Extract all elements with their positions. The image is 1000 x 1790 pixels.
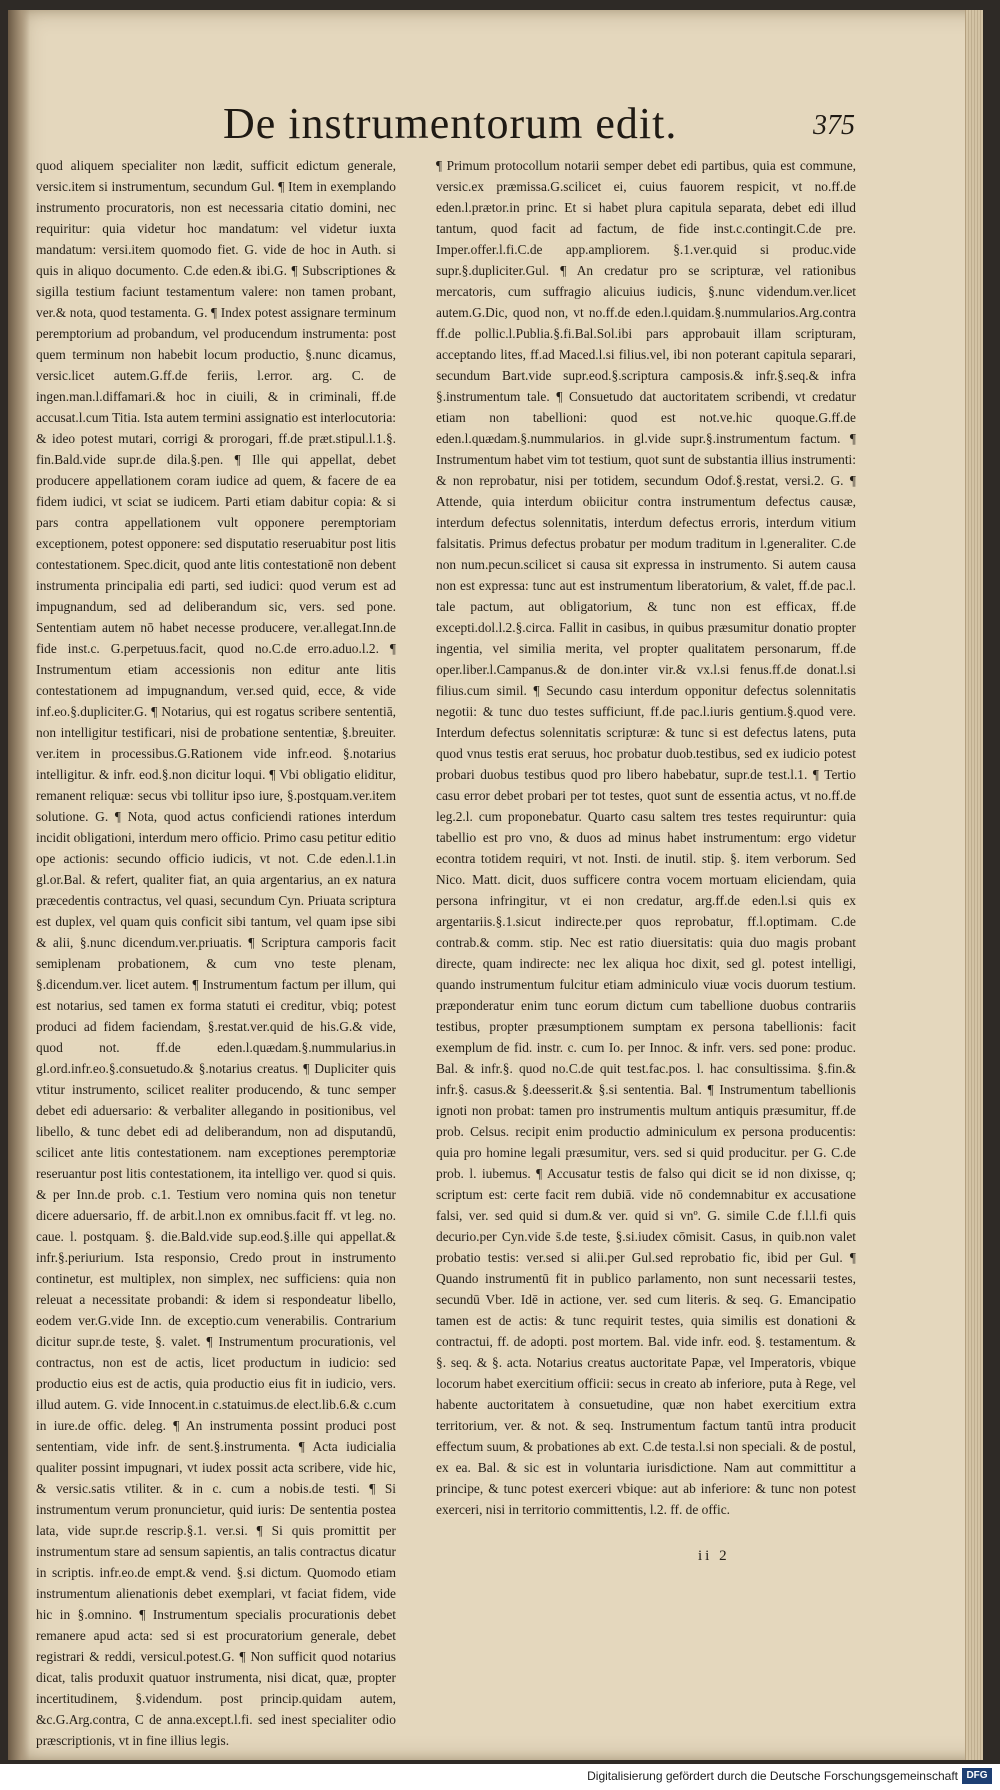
book-gutter	[8, 10, 30, 1760]
page-edges	[965, 10, 983, 1760]
left-column	[36, 155, 396, 1748]
right-column-text: ¶ Primum protocollum notarii semper debet edi partibus, quia est commune, versic.ex præmissa.G.scilicet ei, cuius fauorem respicit, vt no.ff.de eden.l.prætor.in princ. Et si habet plura capitula separata, debet edi illud tantum, quod facit ad factum, de fide inst.c.contingit.C.de pre. Imper.offer.l.fi.C.de app.ampliorem. §.1.ver.quid si produc.vide supr.§.dupliciter.Gul. ¶ An credatur pro se scripturæ, vel rationibus mercatoris, cum suffragio alicuius iudicis, §.nunc videndum.ver.licet autem.G.Dic, quod non, vt no.ff.de eden.l.quidam.§.nummularios.Arg.contra ff.de pollic.l.Publia.§.fi.Bal.Sol.ibi pars approbauit illam scripturam, acceptando lites, ff.ad Maced.l.si filius.vel, ibi non poterant capitula separari, secundum Bart.vide supr.eod.§.scriptura camposis.& infr.§.seq.& infra §.instrumentum tale. ¶ Consuetudo dat auctoritatem scribendi, vt credatur etiam non tabellioni: quod est not.ve.hic quoque.G.ff.de eden.l.quædam.§.nummularios. in gl.vide supr.§.instrumentum factum. ¶ Instrumentum habet vim tot testium, quot sunt de substantia illius instrumenti: & non reprobatur, nisi per totidem, secundum Odof.§.restat, versi.2. G. ¶ Attende, quia interdum obiicitur contra instrumentum defectus causæ, interdum defectus solennitatis, interdum defectus erroris, interdum vitium falsitatis. Primus defectus probatur per modum traditum in l.generaliter. C.de non num.pecun.scilicet si causa sit expressa in instrumento. Si autem causa non est expressa: tunc aut est instrumentum liberatorium, & valet, ff.de pac.l. tale pactum, aut obligatorium, & tunc non est efficax, ff.de excepti.dol.l.2.§.circa. Fallit in casibus, in quibus præsumitur donatio propter ingentia, vel similia merita, vel propter qualitatem personarum, ff.de oper.liber.l.Campanus.& de don.inter vir.& vx.l.si fenus.ff.de donat.l.si filius.cum simil. ¶ Secundo casu interdum opponitur defectus solennitatis negotii: & tunc duo testes sufficiunt, ff.de pac.l.iuris gentium.§.quod vere. Interdum defectus solennitatis scripturæ: & tunc si est defectus latens, puta quod vnus testis erat seruus, hoc probatur duob.testibus, sed ex iudicio potest probari duobus testibus quod pro libero habebatur, supr.de test.l.1. ¶ Tertio casu error debet probari per tot testes, quot sunt de essentia actus, vt no.ff.de leg.2.l. cum proponebatur. Quarto casu saltem tres testes requiruntur: quia tabellio est pro vno, & duos ad minus habet instrumentum: ergo videtur econtra totidem requiri, vt not. Insti. de inutil. stip. §. item verborum. Sed Nico. Matt. dicit, duos sufficere contra vocem mortuam eliciendam, quia persona infringitur, vt ei non credatur, arg.ff.de eden.l.si quis ex argentariis.§.1.sicut indirecte.per quos reprobatur, ff.l.optimam. C.de contrab.& comm. stip. Nec est ratio diuersitatis: quia duo magis probant directe, quam indirecte: nec lex aliqua hoc dixit, sed gl. potest intelligi, quando instrumentum fulcitur etiam adminiculo viuæ vocis duorum testium. præponderatur enim tunc eorum dictum cum tabellione duobus contrariis testibus, propter præsumptionem sumptam ex persona tabellionis: facit exemplum de fid. instr. c. cum Io. per Innoc. & infr. vers. sed pone: produc. Bal. & infr.§. quod no.C.de quit test.fac.pos. l. hac consultissima. §.fin.& infr.§. casus.& §.deesserit.& §.si sententia. Bal. ¶ Instrumentum tabellionis ignoti non probat: tamen pro instrumentis multum antiquis præsumitur, ff.de prob. Celsus. recipit enim productio adminiculum ex persona producentis: quia pro homine legali præsumitur, vers. sed si quid producitur. per G. C.de prob. l. iubemus. ¶ Accusatur testis de falso qui dicit se id non dixisse, q; scriptum est: certe facit rem dubiā. vide nō condemnabitur ex accusatione falsi, ver. sed quid si dum.& ver. quid si vnº. G. simile C.de f.l.l.fi quis decurio.per Cyn.vide s̄.de teste, §.si.iudex cōmisit. Casus, in quib.non valet probatio testis: ver.sed si alii.per Gul.sed reprobatio fic, ibid per Gul. ¶ Quando instrumentū fit in publico parlamento, non sunt necessarii testes, secundū Vber. Idē in actione, ver. sed cum literis. & seq. G. Emancipatio tamen est de actis: & tunc requirit testes, quia similis est donationi & contractui, ff. de adopti. post mortem. Bal. vide infr. eod. §. testamentum. & §. seq. & §. acta. Notarius creatus auctoritate Papæ, vel Imperatoris, vbique locorum habet exercitium officii: secus in creato ab inferiore, puta à Rege, vel habente auctoritatem à consuetudine, quæ non habet exercitium extra territorium, ver. & not. & seq. Instrumentum factum tantū intra producit effectum suum, & probationes ab ext. C.de testa.l.si non speciali. & de postul, ex ea. Bal. & sic est in voluntaria iurisdictione. Nam aut committitur a principe, & tunc potest exerceri vbique: aut ab inferiore: & tunc non potest exerceri, nisi in territorio committentis, l.2. ff. de offic.	[436, 158, 856, 1517]
page-header	[8, 88, 948, 158]
page-number: 375	[813, 110, 855, 141]
funding-credit: Digitalisierung gefördert durch die Deutsche Forschungsgemeinschaft	[587, 1769, 958, 1783]
signature-mark: ii 2	[698, 1548, 730, 1564]
left-column-text: quod aliquem specialiter non lædit, sufficit edictum generale, versic.item si instrumentum, secundum Gul. ¶ Item in exemplando instrumento procuratoris, non est necessaria citatio domini, nec requiritur: quia videtur hoc mandatum: vel videtur iuxta mandatum: versi.item quomodo fiet. G. vide de hoc in Auth. si quis in aliquo documento. C.de eden.& ibi.G. ¶ Subscriptiones & sigilla testium faciunt testamentum valere: non tamen probant, ver.& nota, quod testamenta. G. ¶ Index potest assignare terminum peremptorium ad probandum, vel producendum instrumenta: post quem terminum non habebit locum productio, §.nunc dicamus, versic.licet autem.G.ff.de feriis, l.error. arg. C. de ingen.man.l.diffamari.& hoc in ciuili, & in criminali, ff.de accusat.l.cum Titia. Ista autem termini assignatio est interlocutoria: & ideo potest mutari, corrigi & prorogari, ff.de præt.stipul.l.1.§. fin.Bald.vide supr.de dila.§.pen. ¶ Ille qui appellat, debet producere appellationem coram iudice ad quem, & facere de ea fidem iudici, vt sciat se iudicem. Parti etiam dabitur copia: & si pars contra appellationem vult opponere peremptoriam exceptionem, potest opponere: sed disputatio reseruabitur post litis contestationem. Spec.dicit, quod ante litis contestationē non debent instrumenta principalia edi parti, sed iudici: quod verum est ad impugnandum, sed ad deliberandum sic, vers. sed pone. Sententiam autem nō habet necesse producere, ver.allegat.Inn.de fide inst.c. G.perpetuus.facit, quod no.C.de erro.aduo.l.2. ¶ Instrumentum etiam accessionis non editur ante litis contestationem ad impugnandum, ver.sed quid, ecce, & vide inf.eo.§.dupliciter.G. ¶ Notarius, qui est rogatus scribere sententiā, non intelligitur testificari, nisi de probatione sententiæ, §.breuiter. ver.item in processibus.G.Rationem vide infr.eod. §.notarius intelligitur. & infr. eod.§.non dicitur loqui. ¶ Vbi obligatio eliditur, remanent reliquæ: secus vbi tollitur ipso iure, §.postquam.ver.item solutione. G. ¶ Nota, quod actus conficiendi rationes interdum incidit obligationi, interdum mero officio. Primo casu petitur editio ope actionis: secundo officio iudicis, vt not. C.de eden.l.1.in gl.or.Bal. & refert, qualiter fiat, an quia argentarius, an ex natura præcedentis contractus, vel quasi, secundum Cyn. Priuata scriptura est duplex, vel quam quis conficit sibi tantum, vel quam ipse sibi & alii, §.nunc dicendum.ver.priuatis. ¶ Scriptura camporis facit semiplenam probationem, & cum vno teste plenam, §.dicendum.ver. licet autem. ¶ Instrumentum factum per illum, qui est notarius, sed tamen ex forma statuti ei creditur, vbiq; potest produci ad fidem faciendam, §.restat.ver.quid de his.G.& vide, quod not. ff.de eden.l.quædam.§.nummularius.in gl.ord.infr.eo.§.consuetudo.& §.notarius creatus. ¶ Dupliciter quis vtitur instrumento, scilicet realiter producendo, & tunc semper debet edi aduersario: & verbaliter allegando in positionibus, vel libello, & tunc debet edi ad deliberandum, non ad disputandū, scilicet ante litis contestationem. nam exceptiones peremptoriæ reseruantur post litis contestationem, ita intelligo ver. quod si quis. & per Inn.de prob. c.1. Testium vero nomina quis non tenetur dicere aduersario, ff. de arbit.l.non ex omnibus.facit ff. vt leg. no. caue. l. postquam. §. die.Bald.vide sup.eod.§.ille qui appellat.& infr.§.periurium. Ista responsio, Credo prout in instrumento continetur, est multiplex, non simplex, nec sufficiens: quia non releuat a necessitate probandi: & idem si respondeatur libello, eodem ver.G.vide Inn. de exceptio.cum venerabilis. Contrarium dicitur supr.de teste, §. valet. ¶ Instrumentum procurationis, vel contractus, non est de actis, licet productum in iudicio: sed productio eius est de actis, quia productio eius fit in iudicio, vers. illud autem. G. vide Innocent.in c.statuimus.de elect.lib.6.& c.cum in iure.de offic. deleg. ¶ An instrumenta possint produci post sententiam, vide infr. de sent.§.instrumenta. ¶ Acta iudicialia qualiter possint impugnari, vt iudex possit acta scribere, vide hic, & versic.satis vtiliter. & in c. cum a nobis.de testi. ¶ Si instrumentum verum pronuncietur, quid iuris: De sententia postea lata, vide supr.de rescrip.§.1. ver.si. ¶ Si quis promittit per instrumentum stare ad sensum sapientis, an talis contractus dicatur in scriptis. infr.eo.de empt.& vend. §.si dictum. Quomodo etiam instrumentum alienationis debet exemplari, vt faciat fidem, vide hic in §.omnino. ¶ Instrumentum specialis procurationis debet remanere apud acta: sed si est procuratorium generale, debet registrari & reddi, versicul.potest.G. ¶ Non sufficit quod notarius dicat, talis produxit quatuor instrumenta, nisi dicat, quæ, propter incertitudinem, §.videndum. post princip.quidam autem, &c.G.Arg.contra, C de anna.except.l.fi. sed inest specialiter odio præscriptionis, vt in fine illius legis.	[36, 158, 396, 1748]
right-column	[436, 155, 856, 1550]
dfg-logo: DFG	[962, 1768, 992, 1784]
running-title: De instrumentorum edit.	[223, 99, 678, 148]
book-page	[8, 10, 983, 1760]
footer-bar	[0, 1764, 1000, 1790]
